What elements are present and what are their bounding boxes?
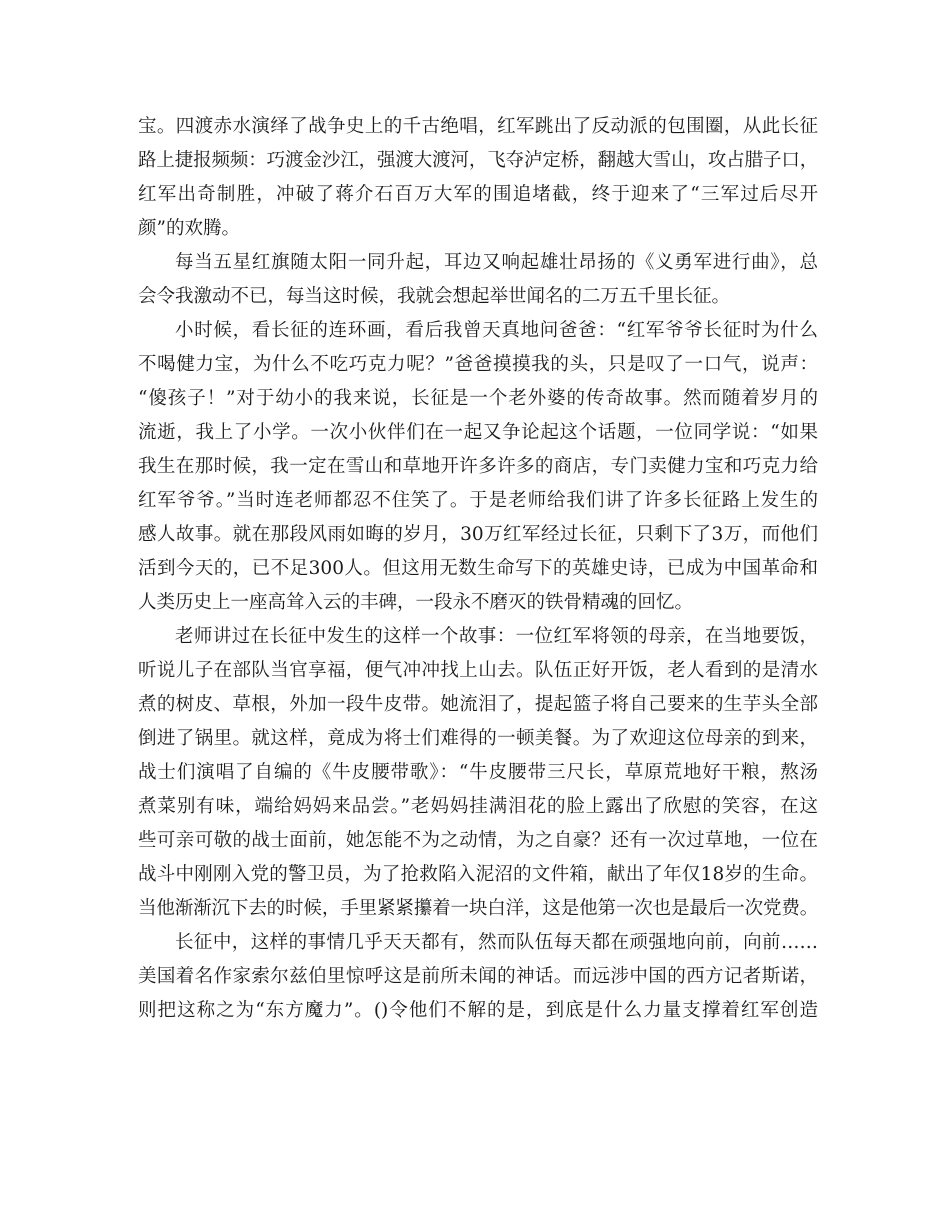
text-line: 颜”的欢腾。 xyxy=(138,218,240,239)
text-line: “傻孩子！”对于幼小的我来说，长征是一个老外婆的传奇故事。然而随着岁月的 xyxy=(138,388,818,409)
text-line: 美国着名作家索尔兹伯里惊呼这是前所未闻的神话。而远涉中国的西方记者斯诺， xyxy=(138,966,818,987)
paragraph xyxy=(138,246,818,314)
text-line: 煮菜别有味，端给妈妈来品尝。”老妈妈挂满泪花的脸上露出了欣慰的笑容，在这 xyxy=(138,796,818,817)
text-line: 人类历史上一座高耸入云的丰碑，一段永不磨灭的铁骨精魂的回忆。 xyxy=(138,592,694,613)
text-line: 路上捷报频频：巧渡金沙江，强渡大渡河，飞夺泸定桥，翻越大雪山，攻占腊子口， xyxy=(138,150,818,171)
text-line: 战士们演唱了自编的《牛皮腰带歌》：“牛皮腰带三尺长，草原荒地好干粮，熬汤 xyxy=(138,762,818,783)
paragraph xyxy=(138,314,818,620)
text-line: 感人故事。就在那段风雨如晦的岁月，30万红军经过长征，只剩下了3万，而他们 xyxy=(138,524,818,545)
text-line: 老师讲过在长征中发生的这样一个故事：一位红军将领的母亲，在当地要饭， xyxy=(175,626,818,647)
text-line: 流逝，我上了小学。一次小伙伴们在一起又争论起这个话题，一位同学说：“如果 xyxy=(138,422,818,443)
paragraph xyxy=(138,620,818,926)
text-line: 宝。四渡赤水演绎了战争史上的千古绝唱，红军跳出了反动派的包围圈，从此长征 xyxy=(138,116,818,137)
text-line: 会令我激动不已，每当这时候，我就会想起举世闻名的二万五千里长征。 xyxy=(138,286,731,307)
text-line: 战斗中刚刚入党的警卫员，为了抢救陷入泥沼的文件箱，献出了年仅18岁的生命。 xyxy=(138,864,818,885)
text-line: 我生在那时候，我一定在雪山和草地开许多许多的商店，专门卖健力宝和巧克力给 xyxy=(138,456,818,477)
text-line: 煮的树皮、草根，外加一段牛皮带。她流泪了，提起篮子将自己要来的生芋头全部 xyxy=(138,694,818,715)
text-line: 每当五星红旗随太阳一同升起，耳边又响起雄壮昂扬的《义勇军进行曲》，总 xyxy=(175,252,818,273)
text-line: 红军出奇制胜，冲破了蒋介石百万大军的围追堵截，终于迎来了“三军过后尽开 xyxy=(138,184,818,205)
text-line: 当他渐渐沉下去的时候，手里紧紧攥着一块白洋，这是他第一次也是最后一次党费。 xyxy=(138,898,818,919)
paragraph xyxy=(138,926,818,1028)
text-line: 活到今天的，已不足300人。但这用无数生命写下的英雄史诗，已成为中国革命和 xyxy=(138,558,818,579)
text-line: 倒进了锅里。就这样，竟成为将士们难得的一顿美餐。为了欢迎这位母亲的到来， xyxy=(138,728,818,749)
paragraph xyxy=(138,110,818,246)
body-text xyxy=(138,110,818,1028)
text-line: 小时候，看长征的连环画，看后我曾天真地问爸爸：“红军爷爷长征时为什么 xyxy=(175,320,818,341)
text-line: 听说儿子在部队当官享福，便气冲冲找上山去。队伍正好开饭，老人看到的是清水 xyxy=(138,660,818,681)
text-line: 则把这称之为“东方魔力”。()令他们不解的是，到底是什么力量支撑着红军创造 xyxy=(138,1000,818,1021)
text-line: 红军爷爷。”当时连老师都忍不住笑了。于是老师给我们讲了许多长征路上发生的 xyxy=(138,490,818,511)
text-line: 些可亲可敬的战士面前，她怎能不为之动情，为之自豪？还有一次过草地，一位在 xyxy=(138,830,818,851)
text-line: 长征中，这样的事情几乎天天都有，然而队伍每天都在顽强地向前，向前…… xyxy=(175,932,818,953)
text-line: 不喝健力宝，为什么不吃巧克力呢？”爸爸摸摸我的头，只是叹了一口气，说声： xyxy=(138,354,818,375)
